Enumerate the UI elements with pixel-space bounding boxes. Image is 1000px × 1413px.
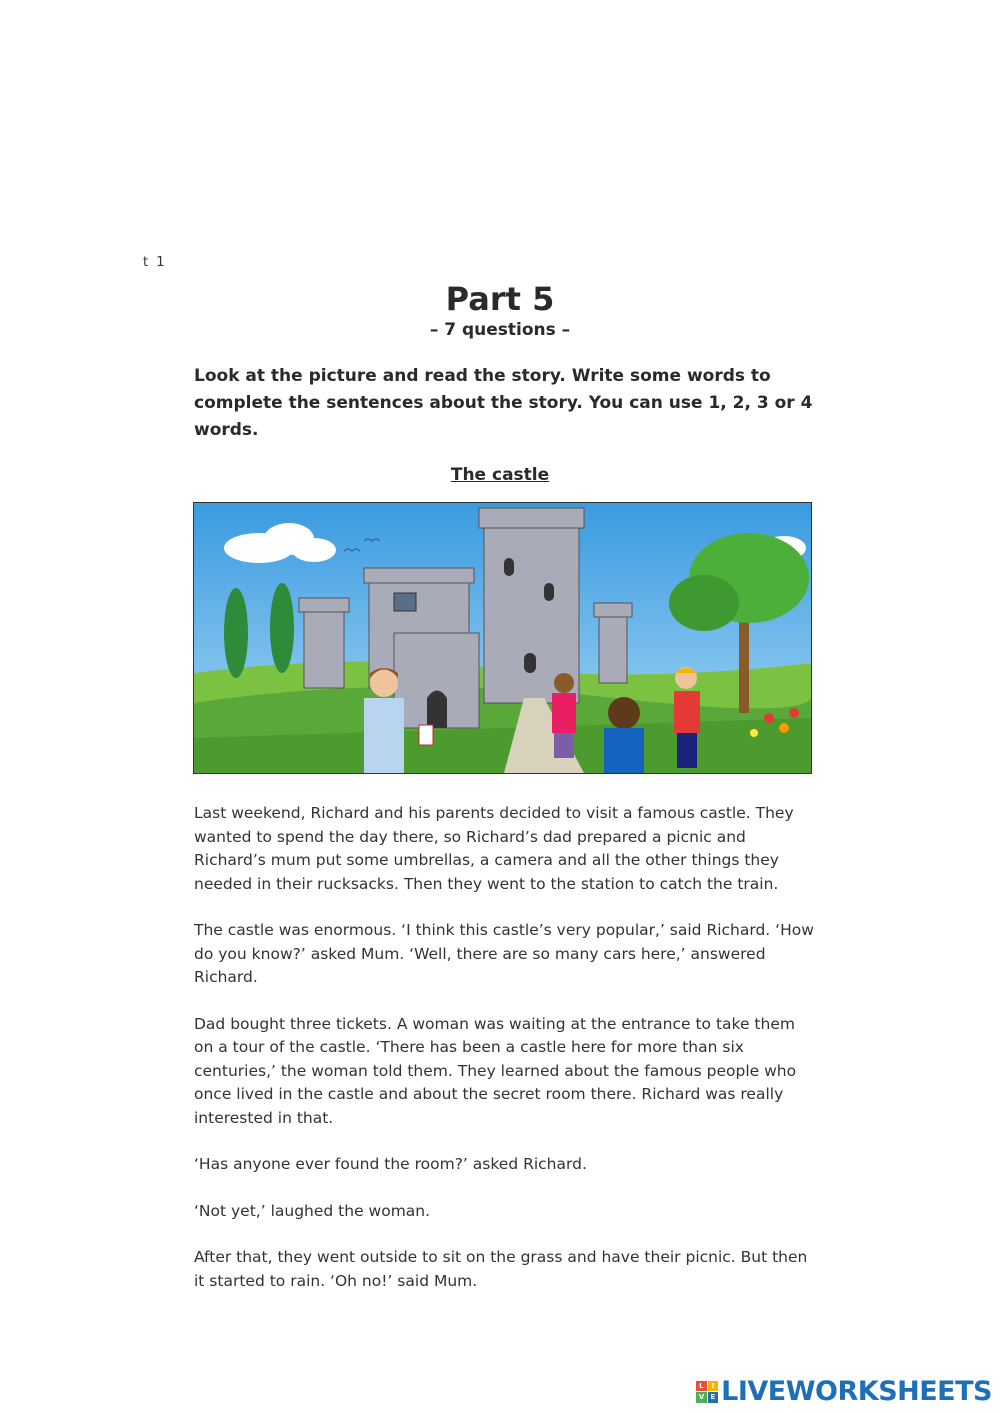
story-paragraph: ‘Not yet,’ laughed the woman. <box>194 1201 431 1220</box>
page-corner-mark: t 1 <box>143 255 167 270</box>
story-paragraph: ‘Has anyone ever found the room?’ asked Richard. <box>194 1155 587 1173</box>
part-title: Part 5 <box>445 280 555 318</box>
instructions: Look at the picture and read the story. Write some words to complete the sentences about the story. You can use 1, 2, 3 or 4 words. <box>194 366 813 440</box>
story-text <box>194 802 819 1316</box>
logo-icon <box>696 1381 718 1403</box>
liveworksheets-logo <box>696 1376 992 1407</box>
logo-letter: L <box>696 1381 707 1392</box>
logo-letter: E <box>708 1392 719 1403</box>
logo-text: LIVEWORKSHEETS <box>721 1376 992 1407</box>
story-paragraph: Last weekend, Richard and his parents decided to visit a famous castle. They wanted to spend the day there, so Richard’s dad prepared a picnic and Richard’s mum put some umbrellas, a camera and all the other things they needed in their rucksacks. Then they went to the station to catch the train. <box>194 804 794 893</box>
question-count: – 7 questions – <box>429 320 571 340</box>
story-paragraph: After that, they went outside to sit on the grass and have their picnic. But then it started to rain. ‘Oh no!’ said Mum. <box>194 1248 808 1290</box>
story-title: The castle <box>450 465 550 485</box>
story-paragraph: Dad bought three tickets. A woman was waiting at the entrance to take them on a tour of the castle. ‘There has been a castle here for more than six centuries,’ the woman told them. They learned about the famous people who once lived in the castle and about the secret room there. Richard was really interested in that. <box>194 1014 797 1127</box>
logo-letter: I <box>708 1381 719 1392</box>
logo-letter: V <box>696 1392 707 1403</box>
story-paragraph: The castle was enormous. ‘I think this castle’s very popular,’ said Richard. ‘How do you know?’ asked Mum. ‘Well, there are so many cars here,’ answered Richard. <box>194 921 814 986</box>
castle-illustration <box>193 502 812 774</box>
